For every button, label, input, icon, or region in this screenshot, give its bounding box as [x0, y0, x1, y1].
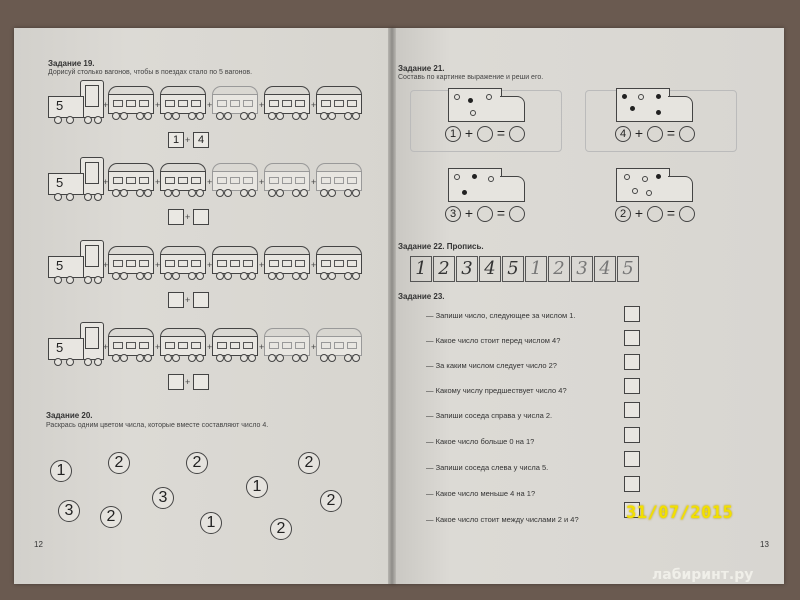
wheel — [112, 112, 120, 120]
answer-square[interactable] — [193, 209, 209, 225]
wagon — [160, 246, 206, 274]
wheel — [320, 112, 328, 120]
equation-blank-circle[interactable] — [477, 206, 493, 222]
wagon — [264, 328, 310, 356]
answer-square[interactable]: 1 — [168, 132, 184, 148]
coupler: + — [311, 100, 317, 110]
equation-2 — [615, 125, 695, 142]
equation-blank-circle[interactable] — [477, 126, 493, 142]
answer-box[interactable] — [624, 402, 640, 418]
wheel — [276, 354, 284, 362]
answer-box[interactable] — [624, 306, 640, 322]
task-19-title: Задание 19. — [48, 59, 95, 68]
answer-box[interactable] — [624, 427, 640, 443]
wheel — [328, 272, 336, 280]
answer-square[interactable] — [168, 209, 184, 225]
wheel — [164, 354, 172, 362]
wagon — [160, 328, 206, 356]
equation-first-circle: 1 — [445, 126, 461, 142]
plus-sign: + — [464, 205, 474, 221]
wheel — [84, 116, 92, 124]
equals-sign: = — [496, 205, 506, 221]
locomotive — [48, 322, 108, 362]
coupler: + — [259, 342, 265, 352]
wheel — [240, 189, 248, 197]
wheel — [248, 354, 256, 362]
answer-square[interactable]: 4 — [193, 132, 209, 148]
wheel — [136, 354, 144, 362]
wagon — [264, 163, 310, 191]
coupler: + — [259, 100, 265, 110]
wheel — [94, 116, 102, 124]
question: — Запиши соседа слева у числа 5. — [426, 463, 549, 472]
wagon — [264, 246, 310, 274]
wheel — [188, 112, 196, 120]
wheel — [320, 189, 328, 197]
number-circle: 2 — [108, 452, 130, 474]
train — [48, 157, 368, 197]
wheel — [224, 189, 232, 197]
wagon — [316, 246, 362, 274]
wheel — [84, 358, 92, 366]
wagon — [212, 246, 258, 274]
wheel — [112, 272, 120, 280]
wheel — [344, 112, 352, 120]
equals-sign: = — [496, 125, 506, 141]
plus-sign: + — [464, 125, 474, 141]
wheel — [164, 189, 172, 197]
equation-blank-circle[interactable] — [647, 206, 663, 222]
wheel — [216, 272, 224, 280]
wheel — [300, 189, 308, 197]
wheel — [94, 193, 102, 201]
wheel — [300, 354, 308, 362]
wheel — [144, 272, 152, 280]
wheel — [112, 354, 120, 362]
wheel — [292, 272, 300, 280]
question: — Какому числу предшествует число 4? — [426, 386, 567, 395]
question: — Какое число стоит между числами 2 и 4? — [426, 515, 579, 524]
task-21-title: Задание 21. — [398, 64, 445, 73]
wheel — [188, 189, 196, 197]
wheel — [216, 112, 224, 120]
coupler: + — [207, 342, 213, 352]
propis-cell[interactable]: 1 — [525, 256, 547, 282]
task-23-title: Задание 23. — [398, 292, 445, 301]
coupler: + — [259, 260, 265, 270]
equation-result-circle[interactable] — [509, 126, 525, 142]
answer-box[interactable] — [624, 354, 640, 370]
wheel — [54, 193, 62, 201]
wheel — [300, 272, 308, 280]
number-circle: 2 — [100, 506, 122, 528]
wheel — [224, 112, 232, 120]
equation-result-circle[interactable] — [679, 206, 695, 222]
wagon — [160, 86, 206, 114]
wheel — [144, 354, 152, 362]
wheel — [84, 276, 92, 284]
wheel — [144, 112, 152, 120]
plus-sign: + — [185, 295, 191, 305]
question: — Какое число меньше 4 на 1? — [426, 489, 536, 498]
propis-cell[interactable]: 5 — [617, 256, 639, 282]
wheel — [276, 272, 284, 280]
wheel — [240, 272, 248, 280]
equation-first-circle: 2 — [615, 206, 631, 222]
wheel — [292, 189, 300, 197]
wheel — [94, 276, 102, 284]
wheel — [224, 354, 232, 362]
plus-sign: + — [185, 135, 191, 145]
propis-cell[interactable]: 4 — [479, 256, 501, 282]
propis-cell[interactable]: 3 — [571, 256, 593, 282]
coupler: + — [311, 260, 317, 270]
wheel — [240, 112, 248, 120]
wheel — [248, 272, 256, 280]
question: — Запиши число, следующее за числом 1. — [426, 311, 576, 320]
wheel — [276, 112, 284, 120]
answer-box[interactable] — [624, 330, 640, 346]
wheel — [268, 272, 276, 280]
locomotive-number: 5 — [56, 340, 64, 355]
equation-3 — [445, 205, 525, 222]
wheel — [54, 116, 62, 124]
wagon — [212, 163, 258, 191]
task-22-title: Задание 22. Пропись. — [398, 242, 484, 251]
wagon — [264, 86, 310, 114]
equation-4 — [615, 205, 695, 222]
wheel — [344, 354, 352, 362]
wheel — [196, 272, 204, 280]
equation-result-circle[interactable] — [679, 126, 695, 142]
wheel — [120, 189, 128, 197]
wheel — [172, 272, 180, 280]
wheel — [120, 112, 128, 120]
wheel — [136, 189, 144, 197]
train — [48, 80, 368, 120]
coupler: + — [155, 342, 161, 352]
wheel — [248, 112, 256, 120]
watermark: лабиринт.ру — [652, 567, 754, 583]
task-20-title: Задание 20. — [46, 411, 93, 420]
wagon — [316, 86, 362, 114]
wheel — [328, 112, 336, 120]
wheel — [172, 189, 180, 197]
number-circle: 3 — [152, 487, 174, 509]
coupler: + — [207, 260, 213, 270]
wheel — [54, 358, 62, 366]
answer-box[interactable] — [624, 378, 640, 394]
question: — Запиши соседа справа у числа 2. — [426, 411, 553, 420]
number-circle: 2 — [320, 490, 342, 512]
propis-cell[interactable]: 2 — [433, 256, 455, 282]
locomotive-number: 5 — [56, 98, 64, 113]
coupler: + — [155, 100, 161, 110]
answer-box[interactable] — [624, 451, 640, 467]
number-circle: 1 — [50, 460, 72, 482]
plus-sign: + — [185, 212, 191, 222]
wheel — [268, 189, 276, 197]
wheel — [328, 354, 336, 362]
coupler: + — [155, 260, 161, 270]
locomotive-number: 5 — [56, 175, 64, 190]
wheel — [66, 116, 74, 124]
answer-square[interactable] — [168, 374, 184, 390]
wheel — [268, 112, 276, 120]
equals-sign: = — [666, 205, 676, 221]
locomotive — [48, 80, 108, 120]
wheel — [94, 358, 102, 366]
wheel — [136, 272, 144, 280]
wheel — [136, 112, 144, 120]
equation-first-circle: 4 — [615, 126, 631, 142]
wagon — [108, 163, 154, 191]
wheel — [320, 354, 328, 362]
propis-cell[interactable]: 4 — [594, 256, 616, 282]
number-circle: 2 — [270, 518, 292, 540]
wagon — [108, 86, 154, 114]
plus-sign: + — [185, 377, 191, 387]
wheel — [320, 272, 328, 280]
equation-1 — [445, 125, 525, 142]
wagon — [160, 163, 206, 191]
equation-first-circle: 3 — [445, 206, 461, 222]
wheel — [268, 354, 276, 362]
equation-blank-circle[interactable] — [647, 126, 663, 142]
page-number-right: 13 — [760, 540, 769, 549]
coupler: + — [103, 100, 109, 110]
wagon — [316, 328, 362, 356]
task-19-instruction: Дорисуй столько вагонов, чтобы в поездах стало по 5 вагонов. — [48, 69, 253, 76]
wheel — [54, 276, 62, 284]
wheel — [112, 189, 120, 197]
page-number-left: 12 — [34, 540, 43, 549]
wheel — [66, 193, 74, 201]
propis-cell[interactable]: 3 — [456, 256, 478, 282]
wagon — [316, 163, 362, 191]
wheel — [172, 112, 180, 120]
coupler: + — [207, 177, 213, 187]
locomotive-number: 5 — [56, 258, 64, 273]
answer-box[interactable] — [624, 476, 640, 492]
wheel — [120, 354, 128, 362]
wheel — [66, 276, 74, 284]
coupler: + — [207, 100, 213, 110]
wheel — [120, 272, 128, 280]
wheel — [196, 189, 204, 197]
train — [48, 322, 368, 362]
wheel — [196, 354, 204, 362]
propis-cell[interactable]: 2 — [548, 256, 570, 282]
wheel — [164, 112, 172, 120]
wagon — [108, 246, 154, 274]
coupler: + — [311, 342, 317, 352]
wheel — [216, 189, 224, 197]
wagon — [212, 328, 258, 356]
wheel — [164, 272, 172, 280]
coupler: + — [103, 260, 109, 270]
coupler: + — [155, 177, 161, 187]
wheel — [352, 272, 360, 280]
question: — Какое число стоит перед числом 4? — [426, 336, 561, 345]
wheel — [188, 272, 196, 280]
train — [48, 240, 368, 280]
coupler: + — [103, 342, 109, 352]
number-circle: 2 — [298, 452, 320, 474]
wheel — [66, 358, 74, 366]
wheel — [216, 354, 224, 362]
answer-square[interactable] — [193, 374, 209, 390]
task-20-instruction: Раскрась одним цветом числа, которые вместе составляют число 4. — [46, 422, 269, 429]
wheel — [344, 272, 352, 280]
wheel — [276, 189, 284, 197]
wagon — [108, 328, 154, 356]
wheel — [328, 189, 336, 197]
number-circle: 1 — [200, 512, 222, 534]
wheel — [300, 112, 308, 120]
wheel — [224, 272, 232, 280]
wheel — [352, 112, 360, 120]
propis-row — [410, 256, 640, 282]
date-stamp: 31/07/2015 — [626, 503, 734, 523]
plus-sign: + — [634, 125, 644, 141]
wheel — [84, 193, 92, 201]
wheel — [248, 189, 256, 197]
wagon — [212, 86, 258, 114]
equals-sign: = — [666, 125, 676, 141]
wheel — [292, 112, 300, 120]
coupler: + — [103, 177, 109, 187]
wheel — [344, 189, 352, 197]
number-circle: 1 — [246, 476, 268, 498]
number-circle: 2 — [186, 452, 208, 474]
propis-cell[interactable]: 1 — [410, 256, 432, 282]
answer-square[interactable] — [193, 292, 209, 308]
wheel — [188, 354, 196, 362]
wheel — [352, 189, 360, 197]
propis-cell[interactable]: 5 — [502, 256, 524, 282]
wheel — [172, 354, 180, 362]
wheel — [196, 112, 204, 120]
equation-result-circle[interactable] — [509, 206, 525, 222]
plus-sign: + — [634, 205, 644, 221]
book-gutter — [388, 28, 396, 584]
wheel — [240, 354, 248, 362]
locomotive — [48, 157, 108, 197]
wheel — [144, 189, 152, 197]
task-21-instruction: Составь по картинке выражение и реши его. — [398, 74, 544, 81]
wheel — [292, 354, 300, 362]
question: — Какое число больше 0 на 1? — [426, 437, 535, 446]
locomotive — [48, 240, 108, 280]
question: — За каким числом следует число 2? — [426, 361, 557, 370]
wheel — [352, 354, 360, 362]
coupler: + — [259, 177, 265, 187]
coupler: + — [311, 177, 317, 187]
number-circle: 3 — [58, 500, 80, 522]
answer-square[interactable] — [168, 292, 184, 308]
